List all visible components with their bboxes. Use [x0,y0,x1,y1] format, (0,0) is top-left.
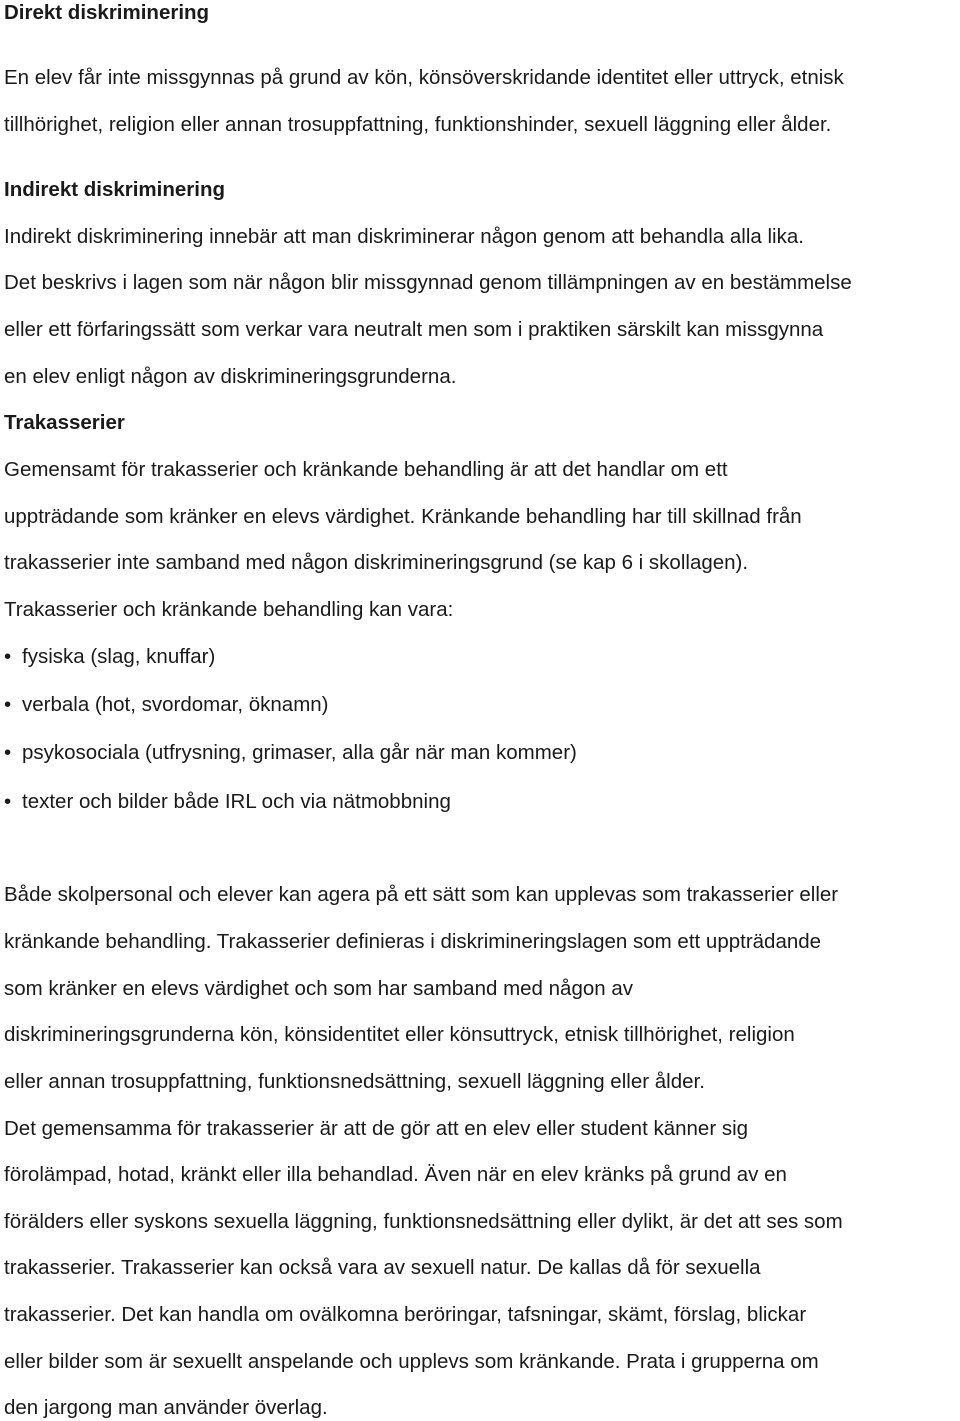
paragraph-line: eller bilder som är sexuellt anspelande och upplevs som kränkande. Prata i grupperna om [4,1350,819,1373]
list-item-text: texter och bilder både IRL och via nätmobbning [22,790,451,813]
heading-direkt-diskriminering: Direkt diskriminering [4,1,210,24]
paragraph-line: diskrimineringsgrunderna kön, könsidentitet eller könsuttryck, etnisk tillhörighet, religion [4,1023,795,1046]
paragraph-line: En elev får inte missgynnas på grund av kön, könsöverskridande identitet eller uttryck, etnisk [4,66,844,89]
paragraph-line: trakasserier. Det kan handla om ovälkomna beröringar, tafsningar, skämt, förslag, blickar [4,1303,807,1326]
paragraph-line: eller ett förfaringssätt som verkar vara neutralt men som i praktiken särskilt kan missgynna [4,318,824,341]
paragraph-line: som kränker en elevs värdighet och som har samband med någon av [4,977,634,1000]
heading-indirekt-diskriminering: Indirekt diskriminering [4,178,225,201]
paragraph-line: Trakasserier och kränkande behandling kan vara: [4,598,454,621]
list-item [4,692,329,718]
bullet-icon: • [4,645,12,668]
list-item-text: verbala (hot, svordomar, öknamn) [22,693,329,716]
paragraph-line: Det beskrivs i lagen som när någon blir missgynnad genom tillämpningen av en bestämmelse [4,271,852,294]
paragraph-line: förolämpad, hotad, kränkt eller illa behandlad. Även när en elev kränks på grund av en [4,1163,787,1186]
paragraph-line: Indirekt diskriminering innebär att man diskriminerar någon genom att behandla alla lika. [4,225,804,248]
list-item [4,740,577,766]
paragraph-line: eller annan trosuppfattning, funktionsnedsättning, sexuell läggning eller ålder. [4,1070,705,1093]
paragraph-line: tillhörighet, religion eller annan trosuppfattning, funktionshinder, sexuell läggning eller ålder. [4,113,832,136]
paragraph-line: förälders eller syskons sexuella läggning, funktionsnedsättning eller dylikt, är det att ses som [4,1210,843,1233]
list-item-text: fysiska (slag, knuffar) [22,645,216,668]
bullet-icon: • [4,693,12,716]
heading-trakasserier: Trakasserier [4,411,125,434]
paragraph-line: kränkande behandling. Trakasserier definieras i diskrimineringslagen som ett uppträdande [4,930,822,953]
list-item [4,789,451,815]
paragraph-line: Det gemensamma för trakasserier är att de gör att en elev eller student känner sig [4,1117,749,1140]
paragraph-line: den jargong man använder överlag. [4,1396,328,1419]
paragraph-line: uppträdande som kränker en elevs värdighet. Kränkande behandling har till skillnad från [4,505,802,528]
paragraph-line: en elev enligt någon av diskrimineringsgrunderna. [4,365,457,388]
bullet-icon: • [4,741,12,764]
bullet-icon: • [4,790,12,813]
paragraph-line: trakasserier. Trakasserier kan också vara av sexuell natur. De kallas då för sexuella [4,1256,761,1279]
paragraph-line: Både skolpersonal och elever kan agera på ett sätt som kan upplevas som trakasserier eller [4,883,839,906]
list-item [4,644,215,670]
paragraph-line: Gemensamt för trakasserier och kränkande behandling är att det handlar om ett [4,458,728,481]
paragraph-line: trakasserier inte samband med någon diskrimineringsgrund (se kap 6 i skollagen). [4,551,749,574]
list-item-text: psykosociala (utfrysning, grimaser, alla går när man kommer) [22,741,577,764]
